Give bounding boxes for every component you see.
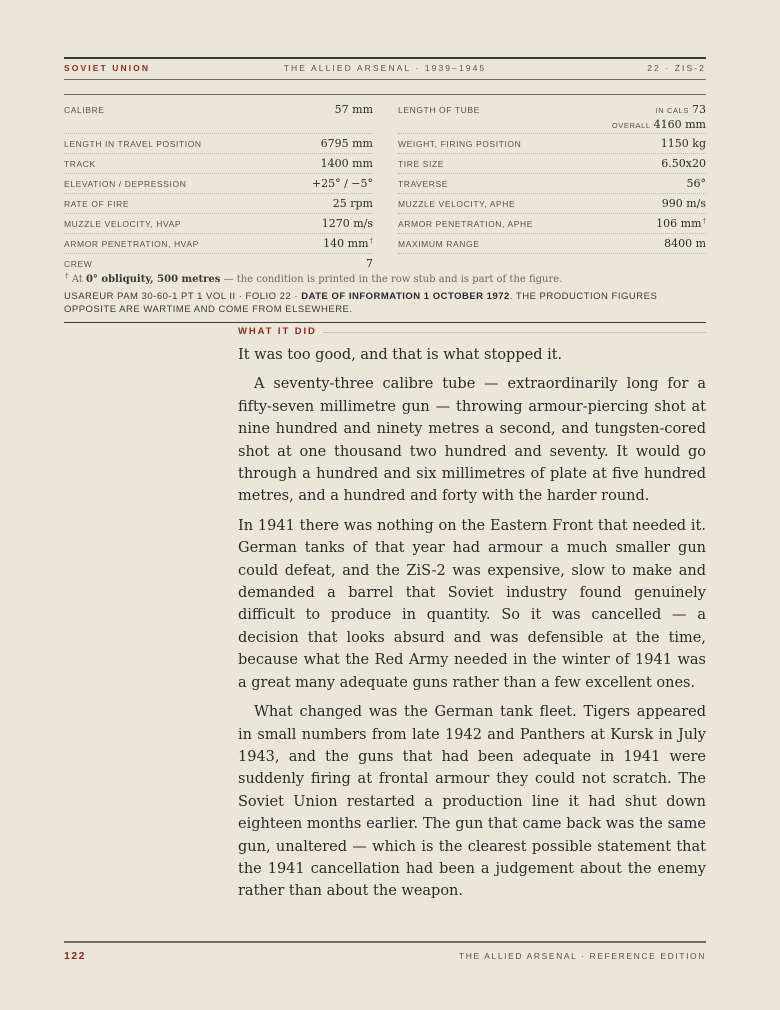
spec-value-text: 140 mm bbox=[323, 237, 369, 250]
spec-row bbox=[398, 214, 706, 234]
spec-column-left bbox=[64, 100, 373, 273]
paragraph: A seventy-three calibre tube — extraordinarily long for a fifty-seven millimetre gun — throwing armour-piercing shot at nine hundred and ninety metres a second, and tungsten-cored shot at one thousand two hundred and seventy. It would go through a hundred and six millimetres of plate at five hundred metres, and a hundred and forty with the harder round. bbox=[238, 376, 706, 505]
spec-row bbox=[64, 214, 373, 234]
footnote-condition: 0° obliquity, 500 metres bbox=[85, 274, 221, 285]
source-ref: USAREUR PAM 30-60-1 PT 1 VOL II · FOLIO 22 · bbox=[64, 291, 299, 302]
spec-column-right bbox=[398, 100, 706, 254]
header-title: THE ALLIED ARSENAL · 1939–1945 bbox=[283, 63, 487, 73]
spec-value bbox=[323, 237, 373, 250]
spec-label: MAXIMUM RANGE bbox=[398, 239, 480, 249]
spec-label: WEIGHT, FIRING POSITION bbox=[398, 139, 522, 149]
spec-row bbox=[398, 194, 706, 214]
spec-row bbox=[398, 154, 706, 174]
running-footer: THE ALLIED ARSENAL · REFERENCE EDITION bbox=[458, 951, 706, 961]
paragraph: What changed was the German tank fleet. Tigers appeared in small numbers from late 1942 and Panthers at Kursk in July 1943, and the guns that had been adequate in 1941 were suddenly firing at frontal armour they could not scratch. The Soviet Union restarted a production line it had shut down eighteen months earlier. The gun that came back was the same gun, unaltered — which is the clearest possible statement that the 1941 cancellation had been a judgement about the enemy rather than about the weapon. bbox=[238, 704, 706, 900]
spec-row bbox=[398, 100, 706, 134]
spec-row bbox=[398, 174, 706, 194]
footer-rule bbox=[64, 941, 706, 943]
dagger-mark: † bbox=[702, 217, 706, 225]
source-remark: . THE PRODUCTION FIGURES OPPOSITE ARE WARTIME AND COME FROM ELSEWHERE. bbox=[64, 291, 658, 315]
spec-label: TRAVERSE bbox=[398, 179, 448, 189]
spec-value-text: 73 bbox=[692, 103, 706, 116]
page-number: 122 bbox=[64, 950, 87, 962]
spec-row bbox=[64, 234, 373, 254]
header-section: SOVIET UNION bbox=[64, 63, 151, 73]
spec-value: 6.50x20 bbox=[661, 157, 706, 170]
spec-row bbox=[398, 234, 706, 254]
spec-row bbox=[64, 154, 373, 174]
spec-value: 990 m/s bbox=[661, 197, 706, 210]
spec-value: 57 mm bbox=[334, 103, 373, 116]
spec-value: 8400 m bbox=[664, 237, 706, 250]
spec-label: TRACK bbox=[64, 159, 96, 169]
header-ref: 22 · ZIS-2 bbox=[647, 63, 706, 73]
spec-label: ELEVATION / DEPRESSION bbox=[64, 179, 187, 189]
source-date: DATE OF INFORMATION 1 OCTOBER 1972 bbox=[301, 291, 510, 302]
footnote-text: — the condition is printed in the row stub and is part of the figure. bbox=[223, 274, 563, 285]
spec-value: 1400 mm bbox=[320, 157, 373, 170]
paragraph: It was too good, and that is what stopped it. bbox=[238, 347, 563, 363]
spec-value: 56° bbox=[686, 177, 706, 190]
table-footnote bbox=[64, 272, 706, 285]
spec-row bbox=[64, 194, 373, 214]
spec-row bbox=[64, 100, 373, 134]
spec-label: ARMOR PENETRATION, HVAP bbox=[64, 239, 199, 249]
dagger-mark: † bbox=[65, 272, 69, 280]
header-top-rule bbox=[64, 57, 706, 59]
spec-row bbox=[64, 174, 373, 194]
spec-label: TIRE SIZE bbox=[398, 159, 445, 169]
spec-row bbox=[64, 134, 373, 154]
spec-value bbox=[656, 217, 706, 230]
article bbox=[238, 325, 706, 903]
spec-row bbox=[64, 254, 373, 273]
running-header bbox=[64, 63, 706, 77]
spec-label: ARMOR PENETRATION, APHE bbox=[398, 219, 534, 229]
spec-value: 6795 mm bbox=[320, 137, 373, 150]
dagger-mark: † bbox=[369, 237, 373, 245]
spec-sublabel: OVERALL bbox=[611, 121, 651, 130]
spec-label: RATE OF FIRE bbox=[64, 199, 130, 209]
footnote-pre: At bbox=[71, 274, 83, 285]
spec-value: 7 bbox=[366, 257, 373, 270]
source-note bbox=[64, 290, 706, 316]
spec-value: 25 rpm bbox=[332, 197, 373, 210]
spec-value bbox=[612, 118, 706, 131]
spec-label: MUZZLE VELOCITY, HVAP bbox=[64, 219, 182, 229]
spec-row bbox=[398, 134, 706, 154]
spec-value bbox=[656, 103, 706, 116]
paragraph: In 1941 there was nothing on the Eastern Front that needed it. German tanks of that year had armour a much smaller gun could defeat, and the ZiS-2 was expensive, slow to make and demanded a barrel that Soviet industry found genuinely difficult to produce in quantity. So it was cancelled — a decision that looks absurd and was defensible at the time, because what the Red Army needed in the winter of 1941 was a great many adequate guns rather than a few excellent ones. bbox=[238, 517, 706, 691]
heading-text: WHAT IT DID bbox=[238, 326, 323, 337]
spec-label: CREW bbox=[64, 259, 93, 269]
spec-label: MUZZLE VELOCITY, APHE bbox=[398, 199, 516, 209]
spec-value: 1270 m/s bbox=[321, 217, 373, 230]
section-rule bbox=[64, 322, 706, 323]
spec-value: 1150 kg bbox=[660, 137, 706, 150]
spec-value-text: 4160 mm bbox=[653, 118, 706, 131]
section-heading bbox=[238, 325, 706, 339]
spec-label: CALIBRE bbox=[64, 105, 105, 115]
spec-label: LENGTH OF TUBE bbox=[398, 105, 480, 115]
spec-label: LENGTH IN TRAVEL POSITION bbox=[64, 139, 202, 149]
header-rule bbox=[64, 79, 706, 80]
spec-value: +25° / −5° bbox=[311, 177, 373, 190]
spec-sublabel: IN CALS bbox=[655, 106, 689, 115]
spec-value-text: 106 mm bbox=[656, 217, 702, 230]
table-top-rule bbox=[64, 94, 706, 95]
